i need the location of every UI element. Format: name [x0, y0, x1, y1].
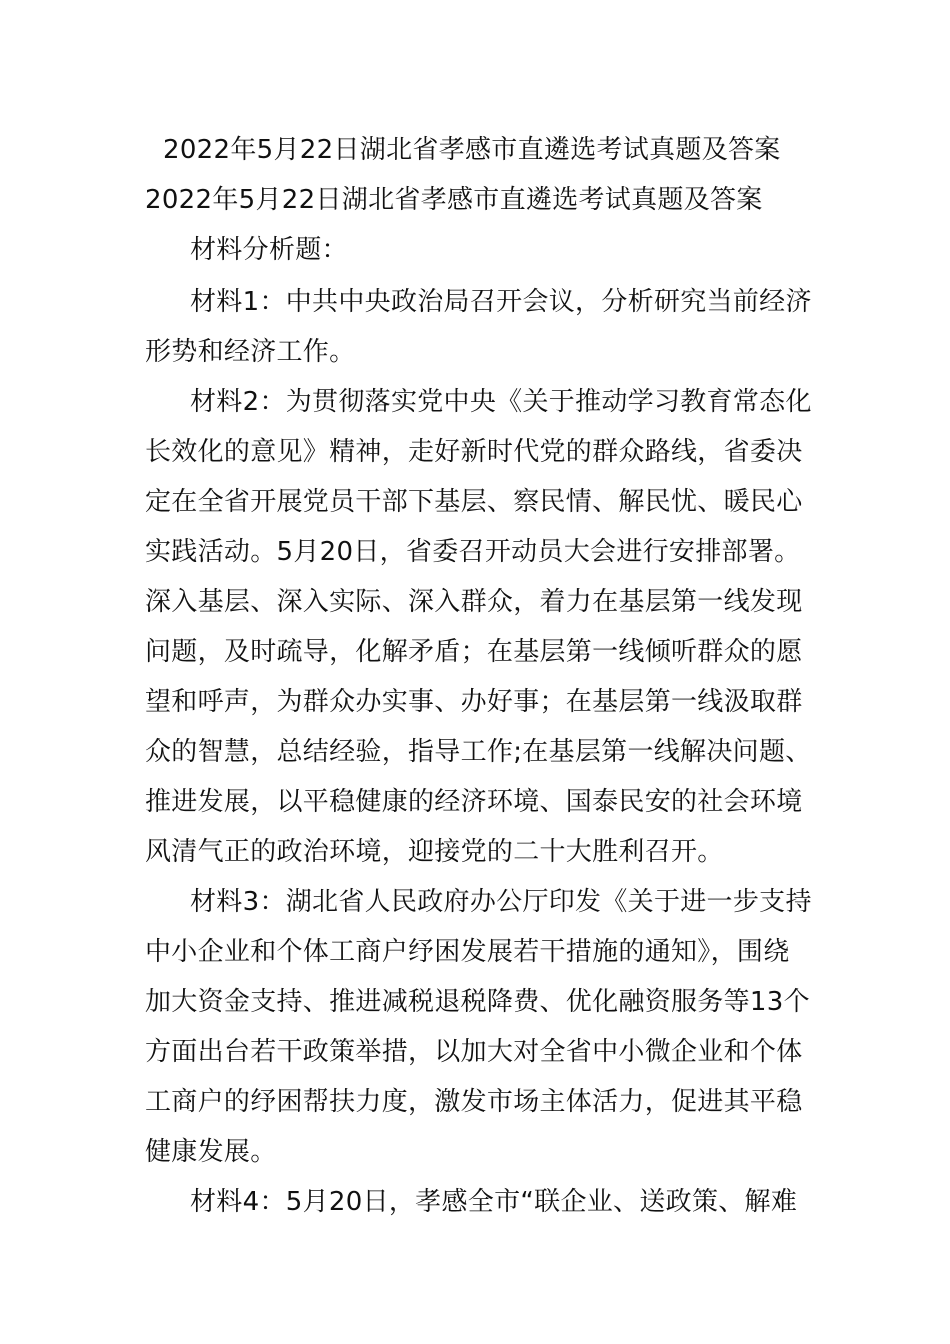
material-2-line-6: 问题，及时疏导，化解矛盾；在基层第一线倾听群众的愿	[145, 637, 803, 667]
material-2-line-8: 众的智慧，总结经验，指导工作;在基层第一线解决问题、	[145, 737, 812, 767]
material-3-line-2: 中小企业和个体工商户纾困发展若干措施的通知》，围绕	[145, 937, 790, 967]
material-4-line-1: 材料4：5月20日，孝感全市“联企业、送政策、解难	[190, 1187, 798, 1217]
material-1-line-2: 形势和经济工作。	[145, 337, 356, 367]
material-3-line-3: 加大资金支持、推进减税退税降费、优化融资服务等13个	[145, 987, 810, 1017]
material-3-line-6: 健康发展。	[145, 1137, 277, 1167]
material-2-line-2: 长效化的意见》精神，走好新时代党的群众路线，省委决	[145, 437, 803, 467]
material-3-line-5: 工商户的纾困帮扶力度，激发市场主体活力，促进其平稳	[145, 1087, 803, 1117]
material-2-line-10: 风清气正的政治环境，迎接党的二十大胜利召开。	[145, 837, 724, 867]
material-2-line-9: 推进发展，以平稳健康的经济环境、国泰民安的社会环境	[145, 787, 803, 817]
material-3-line-1: 材料3：湖北省人民政府办公厅印发《关于进一步支持	[190, 887, 812, 917]
material-2-line-5: 深入基层、深入实际、深入群众，着力在基层第一线发现	[145, 587, 803, 617]
material-1-line-1: 材料1：中共中央政治局召开会议，分析研究当前经济	[190, 287, 812, 317]
document-title-repeat: 2022年5月22日湖北省孝感市直遴选考试真题及答案	[145, 185, 763, 215]
material-2-line-4: 实践活动。5月20日，省委召开动员大会进行安排部署。	[145, 537, 801, 567]
material-2-line-3: 定在全省开展党员干部下基层、察民情、解民忧、暖民心	[145, 487, 803, 517]
section-heading: 材料分析题：	[190, 235, 348, 265]
material-3-line-4: 方面出台若干政策举措，以加大对全省中小微企业和个体	[145, 1037, 803, 1067]
material-2-line-1: 材料2：为贯彻落实党中央《关于推动学习教育常态化	[190, 387, 812, 417]
document-title: 2022年5月22日湖北省孝感市直遴选考试真题及答案	[163, 135, 781, 165]
material-2-line-7: 望和呼声，为群众办实事、办好事；在基层第一线汲取群	[145, 687, 803, 717]
